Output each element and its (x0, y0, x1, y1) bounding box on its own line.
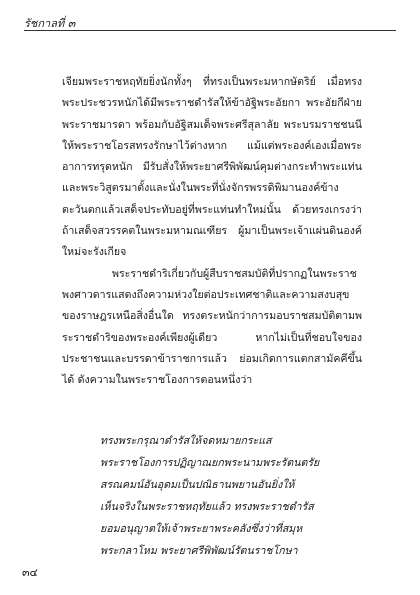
body-text (62, 72, 362, 391)
verse-line: เห็นจริงในพระราชหฤทัยแล้ว ทรงพระราชดำรัส (100, 501, 314, 513)
verse-line: พระกลาโหม พระยาศรีพิพัฒน์รัตนราชโกษา (100, 545, 298, 557)
verse-line: สรณคมน์อันอุดมเป็นปณิธานพยานอันยิ่งให้ (100, 479, 295, 491)
page-number: ๓๔ (22, 566, 38, 579)
header-divider (24, 30, 396, 31)
paragraph-2: พระราชดำริเกี่ยวกับผู้สืบราชสมบัติที่ปรากฏในพระราชพงศาวดารแสดงถึงความห่วงใยต่อประเทศชาติและความสงบสุขของราษฎรเหนือสิ่งอื่นใด ทรงตระหนักว่าการมอบราชสมบัติตามพระราชดำริของพระองค์เพียงผู้เดียว หากไม่เป็นที่ชอบใจของประชาชนและบรรดาข้าราชการแล้ว ย่อมเกิดการแตกสามัคคีขึ้นได้ ดังความในพระราชโองการตอนหนึ่งว่า (62, 267, 362, 387)
verse-line: พระราชโองการปฏิญาณยกพระนามพระรัตนตรัย (100, 457, 320, 469)
verse-line: ยอมอนุญาตให้เจ้าพระยาพระคลังซึ่งว่าที่สมุห (100, 523, 303, 535)
paragraph-1: เจียมพระราชหฤทัยยิ่งนักทั้งๆ ที่ทรงเป็นพระมหากษัตริย์ เมื่อทรงพระประชวรหนักได้มีพระราชดำรัสให้ข้าอัฐิพระอัยกา พระอัยกีฝ่ายพระราชมารดา พร้อมกับอัฐิสมเด็จพระศรีสุลาลัย พระบรมราชชนนี ให้พระราชโอรสทรงรักษาไว้ต่างหาก แม้แต่พระองค์เองเมื่อพระอาการทรุดหนัก มีรับสั่งให้พระยาศรีพิพัฒน์คุมต่างกระทำพระแท่นและพระวิสูตรมาตั้งและนั่งในพระที่นั่งจักรพรรดิพิมานองค์ข้างตะวันตกแล้วเสด็จประทับอยู่ที่พระแท่นทำใหม่นั้น ด้วยทรงเกรงว่าถ้าเสด็จสวรรคตในพระมหามณเฑียร ผู้มาเป็นพระเจ้าแผ่นดินองค์ใหม่จะรังเกียจ (62, 76, 362, 259)
running-header: รัชกาลที่ ๓ (24, 17, 76, 30)
quoted-verse (100, 430, 370, 562)
verse-line: ทรงพระกรุณาดำรัสให้จดหมายกระแส (100, 435, 272, 447)
